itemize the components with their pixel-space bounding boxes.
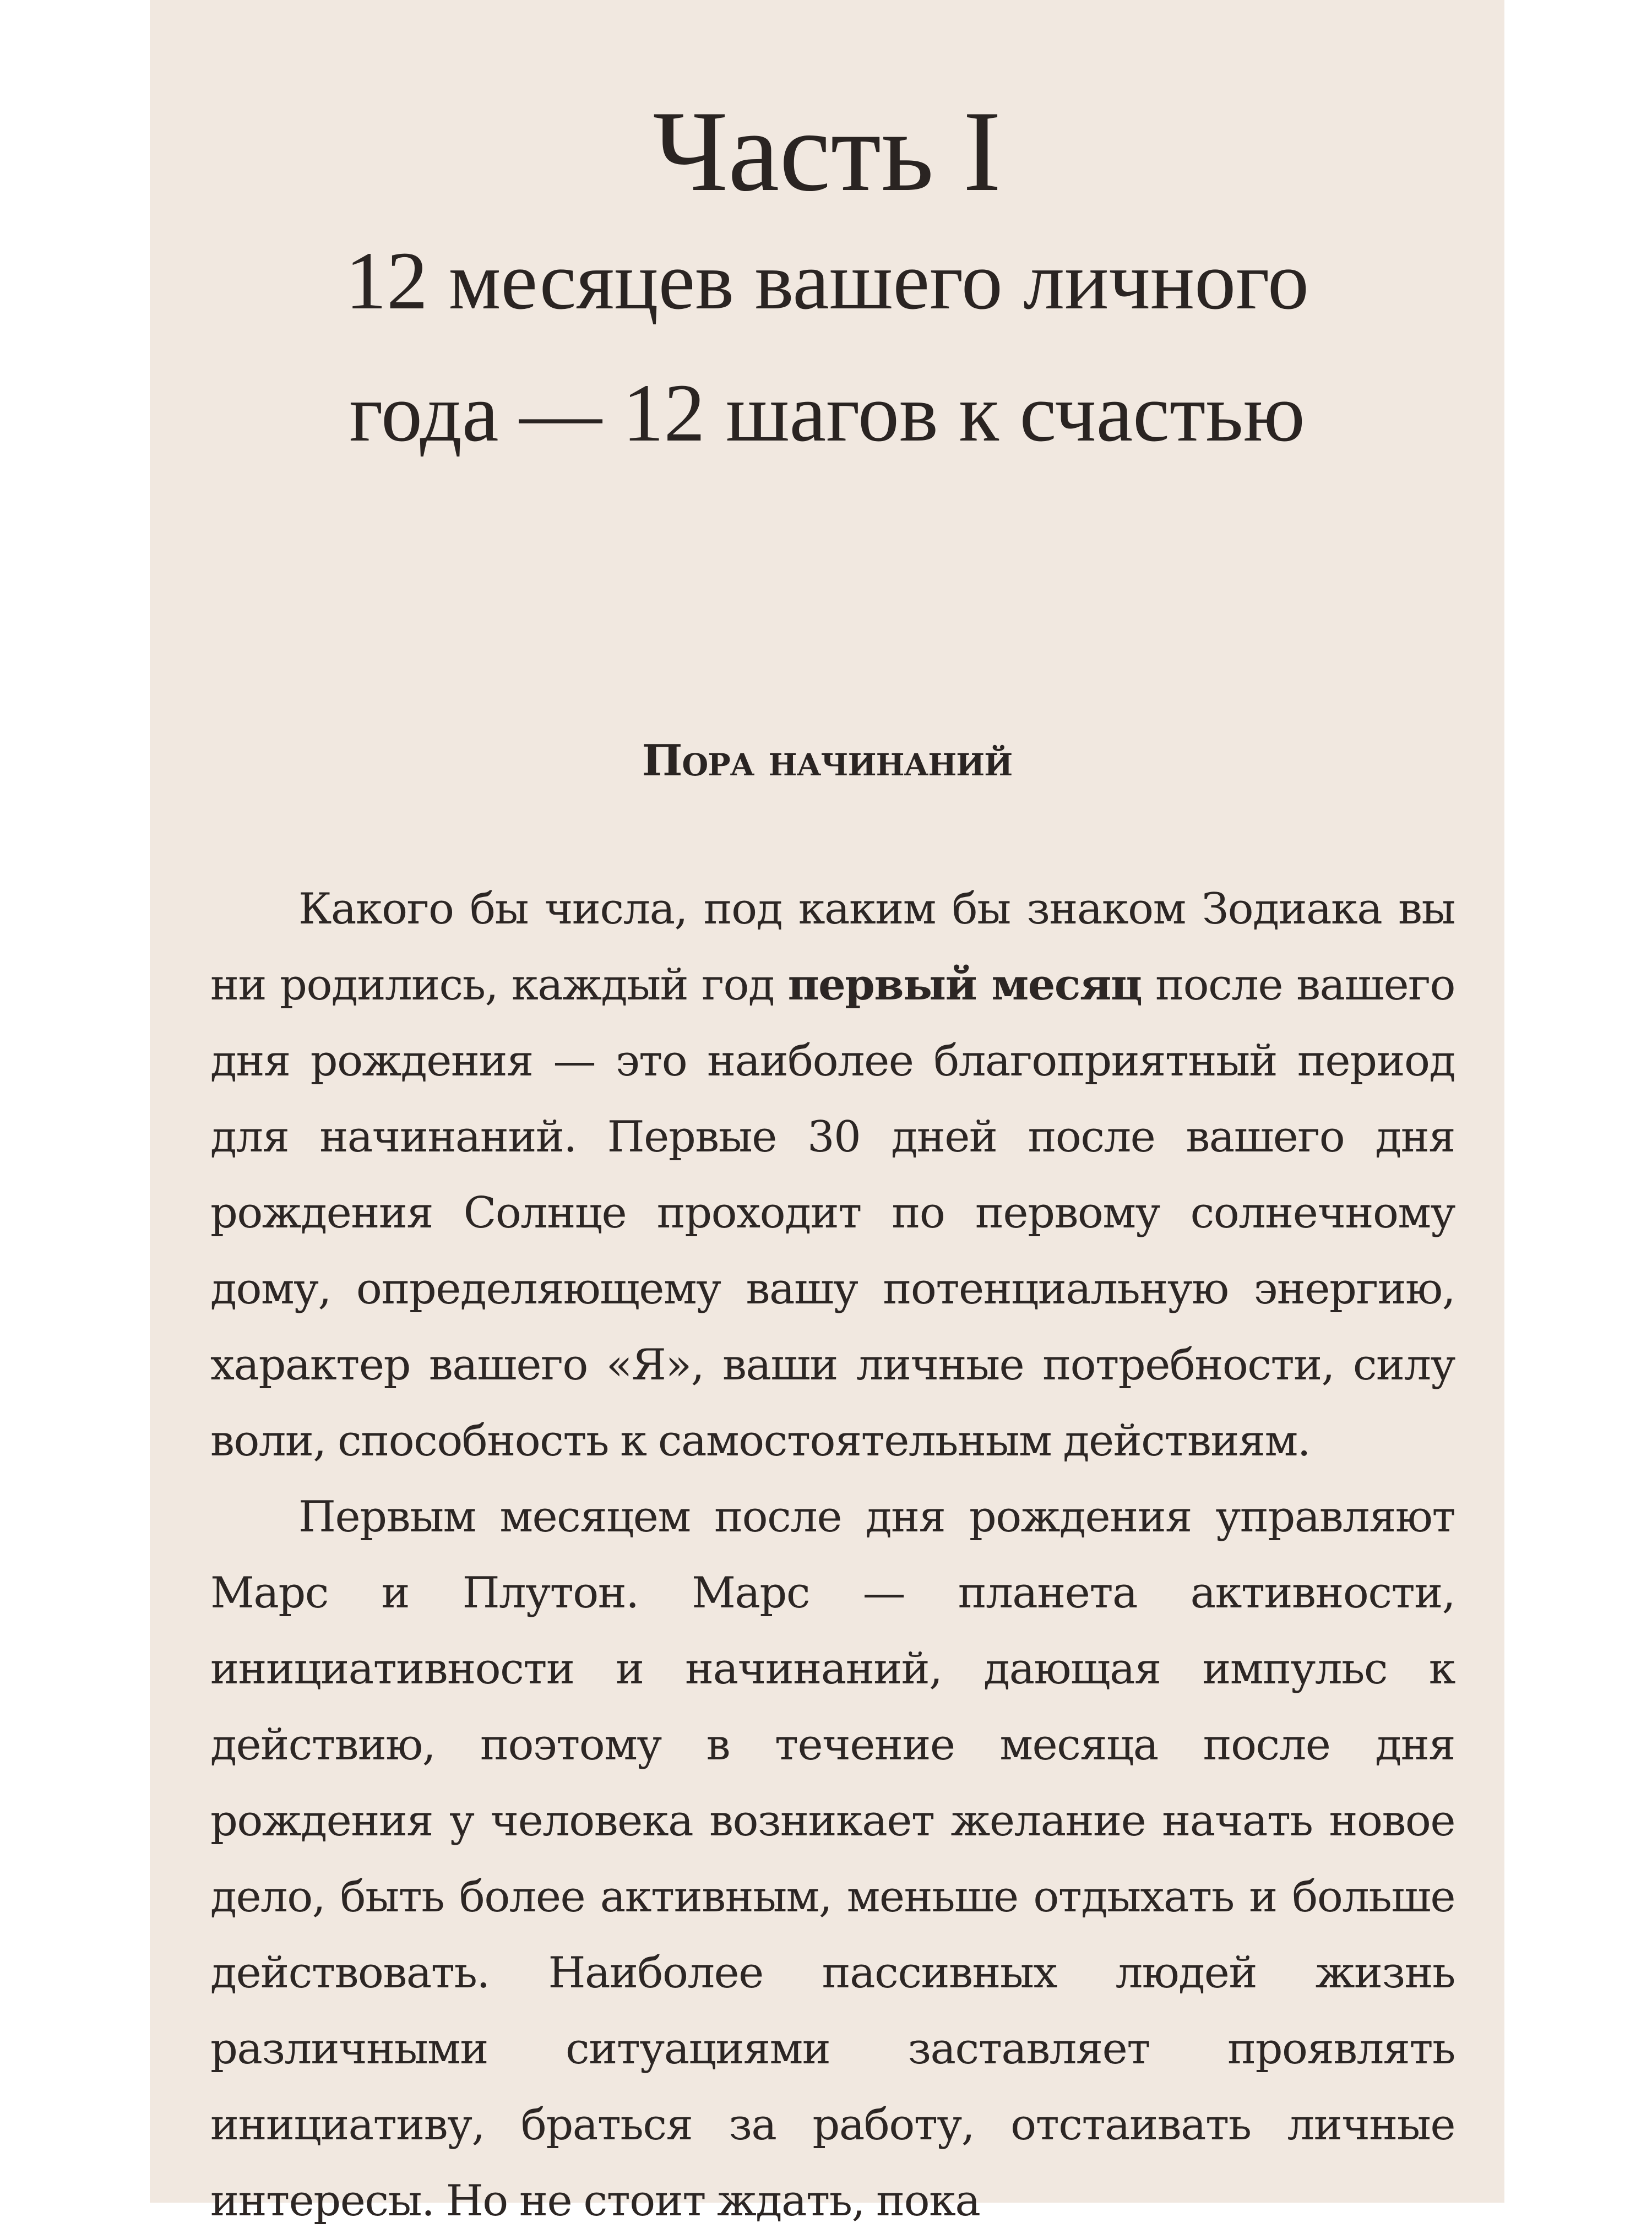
part-subtitle-line-1: 12 месяцев вашего личного [345, 235, 1309, 327]
paragraph-1-emphasis: первый месяц [787, 960, 1142, 1010]
body-text [210, 871, 1455, 2239]
paragraph-1-text-start: Какого бы числа, под каким бы знаком Зодиака вы ни родились, каждый год [210, 884, 1455, 1010]
part-subtitle [150, 215, 1504, 479]
section-heading: Пора начинаний [642, 736, 1013, 786]
part-title: Часть I [653, 88, 1002, 215]
paragraph-1-text-end: после вашего дня рождения — это наиболее благоприятный период для начинаний. Первые 30 дней после вашего дня рождения Солнце проходит по первому солнечному дому, определяющему вашу потенциальную энергию, характер вашего «Я», ваши личные потребности, силу воли, способность к самостоятельным действиям. [210, 960, 1455, 1466]
paragraph-1 [210, 871, 1455, 1479]
book-page [150, 0, 1504, 2226]
part-subtitle-line-2: года — 12 шагов к счастью [349, 367, 1305, 459]
paragraph-2: Первым месяцем после дня рождения управляют Марс и Плутон. Марс — планета активности, инициативности и начинаний, дающая импульс к действию, поэтому в течение месяца после дня рождения у человека возникает желание начать новое дело, быть более активным, меньше отдыхать и больше действовать. Наиболее пассивных людей жизнь различными ситуациями заставляет проявлять инициативу, браться за работу, отстаивать личные интересы. Но не стоит ждать, пока [210, 1492, 1455, 2226]
